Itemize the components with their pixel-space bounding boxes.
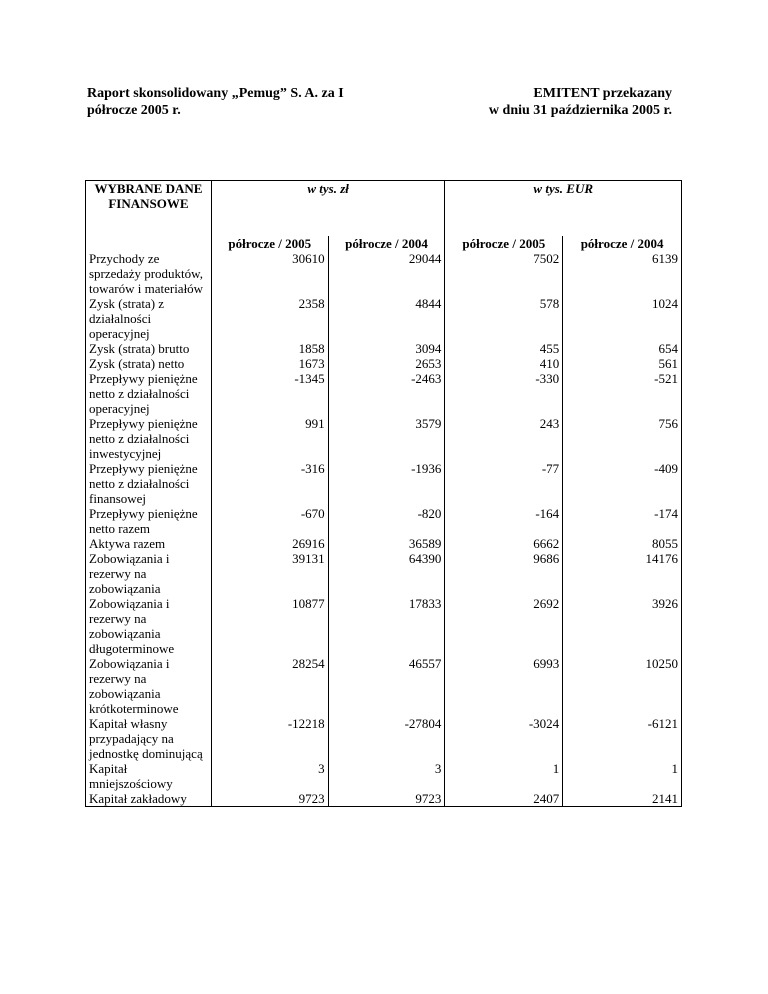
cell-eur-2004: 6139 <box>563 251 682 296</box>
cell-pln-2004: 4844 <box>328 296 445 341</box>
table-row <box>86 656 682 716</box>
cell-eur-2005: 2692 <box>445 596 563 656</box>
cell-pln-2004: 3094 <box>328 341 445 356</box>
cell-pln-2005: 2358 <box>211 296 328 341</box>
issuer-note-line1: EMITENT przekazany <box>533 86 672 101</box>
table-row <box>86 341 682 356</box>
row-label: Aktywa razem <box>86 536 212 551</box>
cell-eur-2004: -6121 <box>563 716 682 761</box>
table-row <box>86 461 682 506</box>
cell-pln-2005: 10877 <box>211 596 328 656</box>
cell-eur-2005: 578 <box>445 296 563 341</box>
cell-pln-2004: -2463 <box>328 371 445 416</box>
issuer-note <box>342 85 672 119</box>
row-label: Zobowiązania i rezerwy na zobowiązania krótkoterminowe <box>86 656 212 716</box>
cell-eur-2004: 8055 <box>563 536 682 551</box>
row-label: Kapitał zakładowy <box>86 791 212 807</box>
cell-pln-2004: -27804 <box>328 716 445 761</box>
table-row <box>86 536 682 551</box>
table-row <box>86 596 682 656</box>
row-label: Kapitał własny przypadający na jednostkę dominującą <box>86 716 212 761</box>
cell-pln-2005: 9723 <box>211 791 328 807</box>
cell-eur-2004: 2141 <box>563 791 682 807</box>
cell-eur-2004: 10250 <box>563 656 682 716</box>
group-header-eur: w tys. EUR <box>445 181 682 236</box>
table-row <box>86 356 682 371</box>
table-row <box>86 791 682 807</box>
cell-pln-2004: 2653 <box>328 356 445 371</box>
cell-eur-2004: -409 <box>563 461 682 506</box>
table-group-header-row <box>86 181 682 236</box>
cell-pln-2005: -1345 <box>211 371 328 416</box>
row-label: Przepływy pieniężne netto z działalności inwestycyjnej <box>86 416 212 461</box>
report-title-line2: półrocze 2005 r. <box>87 103 181 118</box>
financial-data-table <box>85 180 682 807</box>
table-row <box>86 251 682 296</box>
cell-eur-2005: 9686 <box>445 551 563 596</box>
row-label: Zobowiązania i rezerwy na zobowiązania <box>86 551 212 596</box>
cell-eur-2004: -521 <box>563 371 682 416</box>
issuer-note-line2: w dniu 31 października 2005 r. <box>488 103 672 118</box>
cell-eur-2005: 6662 <box>445 536 563 551</box>
cell-pln-2005: 1858 <box>211 341 328 356</box>
row-label: Zysk (strata) netto <box>86 356 212 371</box>
cell-eur-2005: 410 <box>445 356 563 371</box>
table-row <box>86 296 682 341</box>
column-header-pln-2005: półrocze / 2005 <box>211 236 328 251</box>
cell-eur-2005: -330 <box>445 371 563 416</box>
cell-pln-2005: -670 <box>211 506 328 536</box>
table-row <box>86 761 682 791</box>
cell-pln-2005: -12218 <box>211 716 328 761</box>
row-label: Zysk (strata) brutto <box>86 341 212 356</box>
cell-pln-2005: -316 <box>211 461 328 506</box>
table-row <box>86 506 682 536</box>
table-column-header-row <box>86 236 682 251</box>
cell-eur-2005: 6993 <box>445 656 563 716</box>
row-label: Zysk (strata) z działalności operacyjnej <box>86 296 212 341</box>
cell-pln-2005: 30610 <box>211 251 328 296</box>
row-label: Przepływy pieniężne netto razem <box>86 506 212 536</box>
cell-pln-2004: 36589 <box>328 536 445 551</box>
column-header-eur-2004: półrocze / 2004 <box>563 236 682 251</box>
report-title-line1: Raport skonsolidowany „Pemug” S. A. za I <box>87 86 344 101</box>
cell-pln-2005: 39131 <box>211 551 328 596</box>
cell-eur-2005: -3024 <box>445 716 563 761</box>
table-row <box>86 716 682 761</box>
cell-pln-2004: 46557 <box>328 656 445 716</box>
column-header-eur-2005: półrocze / 2005 <box>445 236 563 251</box>
cell-eur-2004: 3926 <box>563 596 682 656</box>
cell-eur-2004: 654 <box>563 341 682 356</box>
row-label: Przepływy pieniężne netto z działalności finansowej <box>86 461 212 506</box>
cell-eur-2005: 2407 <box>445 791 563 807</box>
group-header-pln: w tys. zł <box>211 181 445 236</box>
cell-pln-2004: 17833 <box>328 596 445 656</box>
cell-pln-2004: 3579 <box>328 416 445 461</box>
cell-pln-2004: 3 <box>328 761 445 791</box>
table-row <box>86 416 682 461</box>
row-label: Zobowiązania i rezerwy na zobowiązania długoterminowe <box>86 596 212 656</box>
table-row <box>86 551 682 596</box>
cell-eur-2005: 1 <box>445 761 563 791</box>
cell-pln-2005: 26916 <box>211 536 328 551</box>
cell-pln-2004: 64390 <box>328 551 445 596</box>
cell-eur-2004: -174 <box>563 506 682 536</box>
row-label: Kapitał mniejszościowy <box>86 761 212 791</box>
cell-pln-2004: -1936 <box>328 461 445 506</box>
row-label: Przychody ze sprzedaży produktów, towarów i materiałów <box>86 251 212 296</box>
table-corner-label: WYBRANE DANE FINANSOWE <box>86 181 212 236</box>
cell-eur-2004: 561 <box>563 356 682 371</box>
cell-eur-2004: 1 <box>563 761 682 791</box>
cell-pln-2005: 991 <box>211 416 328 461</box>
table-row <box>86 371 682 416</box>
cell-eur-2005: -77 <box>445 461 563 506</box>
cell-pln-2004: 29044 <box>328 251 445 296</box>
cell-pln-2004: -820 <box>328 506 445 536</box>
row-label: Przepływy pieniężne netto z działalności operacyjnej <box>86 371 212 416</box>
cell-eur-2004: 14176 <box>563 551 682 596</box>
cell-eur-2004: 1024 <box>563 296 682 341</box>
cell-eur-2005: 455 <box>445 341 563 356</box>
column-header-pln-2004: półrocze / 2004 <box>328 236 445 251</box>
cell-eur-2005: -164 <box>445 506 563 536</box>
cell-eur-2004: 756 <box>563 416 682 461</box>
cell-pln-2004: 9723 <box>328 791 445 807</box>
cell-pln-2005: 1673 <box>211 356 328 371</box>
cell-eur-2005: 243 <box>445 416 563 461</box>
cell-eur-2005: 7502 <box>445 251 563 296</box>
cell-pln-2005: 28254 <box>211 656 328 716</box>
cell-pln-2005: 3 <box>211 761 328 791</box>
